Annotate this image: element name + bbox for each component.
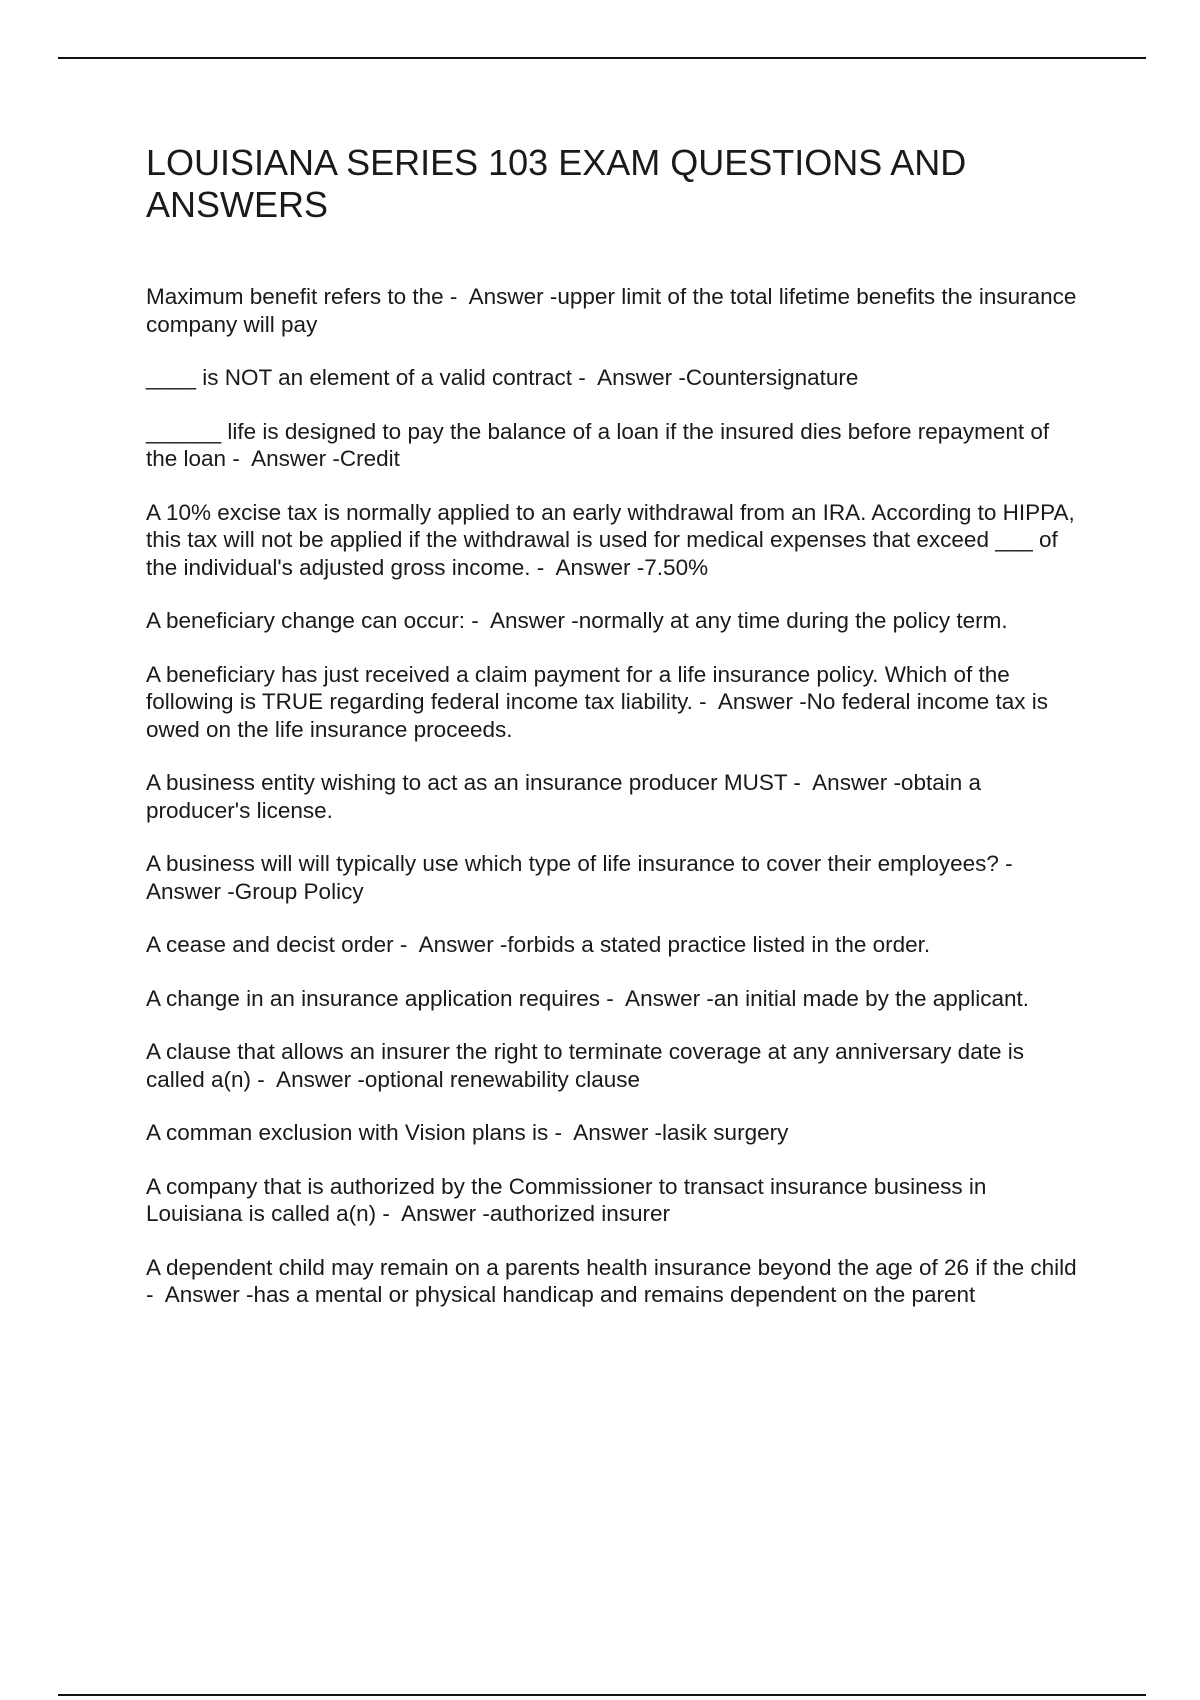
qa-entry: [146, 1254, 1086, 1309]
qa-entry-text: A beneficiary change can occur: - Answer -normally at any time during the policy term.: [146, 608, 1008, 633]
bottom-divider: [58, 1694, 1146, 1696]
qa-list: [146, 283, 1086, 1335]
qa-entry: [146, 607, 1086, 635]
qa-entry: [146, 499, 1086, 582]
qa-entry-text: A clause that allows an insurer the right to terminate coverage at any anniversary date is called a(n) - Answer -optional renewability clause: [146, 1039, 1031, 1092]
qa-entry-text: ____ is NOT an element of a valid contract - Answer -Countersignature: [146, 365, 859, 390]
qa-entry-text: ______ life is designed to pay the balance of a loan if the insured dies before repayment of the loan - Answer -Credit: [146, 418, 1056, 471]
qa-entry-text: A business will will typically use which type of life insurance to cover their employees? - Answer -Group Policy: [146, 851, 1024, 904]
qa-entry: [146, 1173, 1086, 1228]
qa-entry-text: A comman exclusion with Vision plans is - Answer -lasik surgery: [146, 1120, 789, 1145]
qa-entry: [146, 850, 1086, 905]
qa-entry-text: A dependent child may remain on a parents health insurance beyond the age of 26 if the child - Answer -has a mental or physical handicap and remains dependent on the parent: [146, 1254, 1083, 1307]
qa-entry: [146, 364, 1086, 392]
page-title: LOUISIANA SERIES 103 EXAM QUESTIONS AND ANSWERS: [146, 142, 967, 225]
qa-entry: [146, 1038, 1086, 1093]
qa-entry: [146, 985, 1086, 1013]
qa-entry-text: Maximum benefit refers to the - Answer -upper limit of the total lifetime benefits the insurance company will pay: [146, 284, 1083, 337]
qa-entry-text: A business entity wishing to act as an insurance producer MUST - Answer -obtain a producer's license.: [146, 770, 988, 823]
qa-entry-text: A change in an insurance application requires - Answer -an initial made by the applicant.: [146, 985, 1030, 1011]
qa-entry: [146, 769, 1086, 824]
qa-entry: [146, 418, 1086, 473]
qa-entry-text: A 10% excise tax is normally applied to an early withdrawal from an IRA. According to HIPPA, this tax will not be applied if the withdrawal is used for medical expenses that exceed ___ of the individual's adjusted gross income. - Answer -7.50%: [146, 499, 1082, 580]
qa-entry: [146, 661, 1086, 744]
qa-entry: [146, 283, 1086, 338]
qa-entry-text: A company that is authorized by the Commissioner to transact insurance business in Louisiana is called a(n) - Answer -authorized insurer: [146, 1173, 993, 1226]
top-divider: [58, 57, 1146, 59]
qa-entry: [146, 931, 1086, 959]
qa-entry-text: A cease and decist order - Answer -forbids a stated practice listed in the order.: [146, 932, 931, 957]
qa-entry: [146, 1119, 1086, 1147]
qa-entry-text: A beneficiary has just received a claim payment for a life insurance policy. Which of the following is TRUE regarding federal income tax liability. - Answer -No federal income tax is owed on the life insurance proceeds.: [146, 661, 1055, 742]
